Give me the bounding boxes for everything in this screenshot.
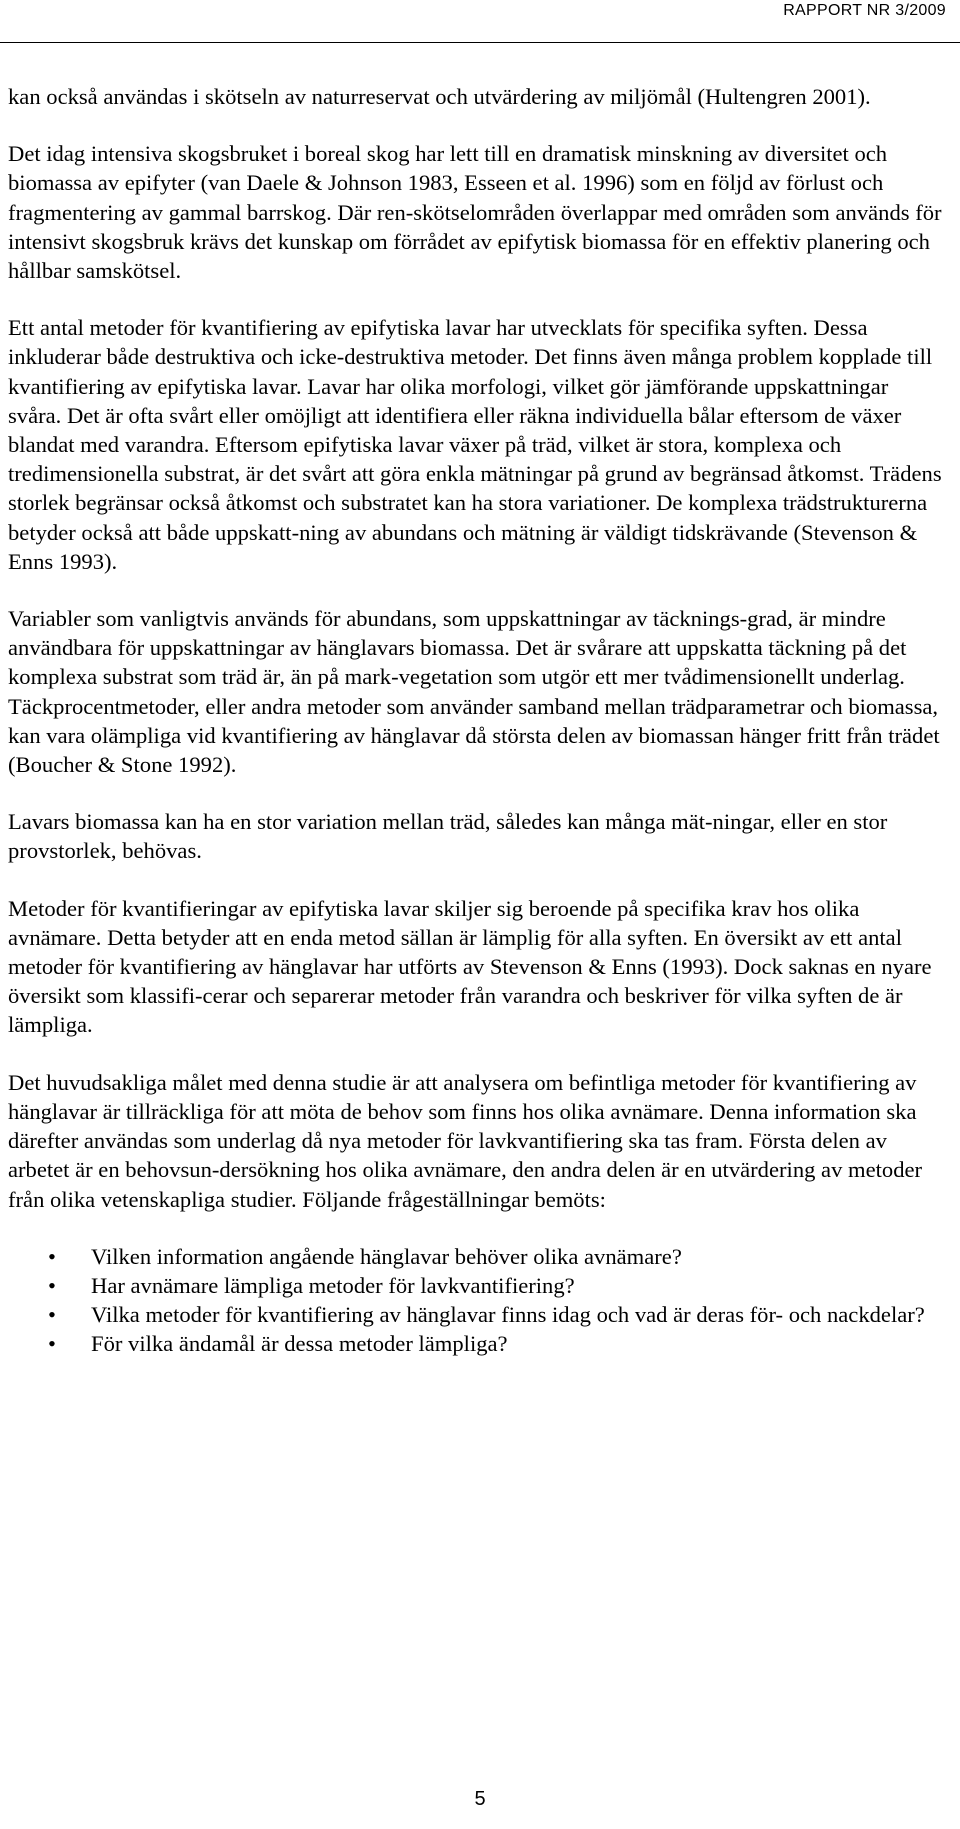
- bullet-icon: •: [48, 1331, 56, 1357]
- paragraph: Ett antal metoder för kvantifiering av epifytiska lavar har utvecklats för specifika syften. Dessa inkluderar både destruktiva och icke-destruktiva metoder. Det finns även många problem kopplade till kvantifiering av epifytiska lavar. Lavar har olika morfologi, vilket gör jämförande uppskattningar svåra. Det är ofta svårt eller omöjligt att identifiera eller räkna individuella bålar eftersom de växer blandat med varandra. Eftersom epifytiska lavar växer på träd, vilket är stora, komplexa och tredimensionella substrat, är det svårt att göra enkla mätningar på grund av begränsad åtkomst. Trädens storlek begränsar också åtkomst och substratet kan ha stora variationer. De komplexa trädstrukturerna betyder också att både uppskatt-ning av abundans och mätning är väldigt tidskrävande (Stevenson & Enns 1993).: [8, 315, 942, 574]
- bullet-icon: •: [48, 1243, 56, 1269]
- list-item: [8, 1329, 943, 1358]
- list-item-text: Vilken information angående hänglavar behöver olika avnämare?: [91, 1243, 682, 1269]
- paragraph: Metoder för kvantifieringar av epifytiska lavar skiljer sig beroende på specifika krav hos olika avnämare. Detta betyder att en enda metod sällan är lämplig för alla syften. En översikt av ett antal metoder för kvantifiering av hänglavar har utförts av Stevenson & Enns (1993). Dock saknas en nyare översikt som klassifi-cerar och separerar metoder från varandra och beskriver för vilka syften de är lämpliga.: [8, 895, 932, 1038]
- bullet-icon: •: [48, 1272, 56, 1298]
- list-item: [8, 1242, 943, 1271]
- paragraph: Lavars biomassa kan ha en stor variation mellan träd, således kan många mät-ningar, eller en stor provstorlek, behövas.: [8, 809, 888, 864]
- header-rule: [0, 42, 960, 43]
- paragraph: Det huvudsakliga målet med denna studie är att analysera om befintliga metoder för kvantifiering av hänglavar är tillräckliga för att möta de behov som finns hos olika avnämare. Denna information ska därefter användas som underlag då nya metoder för lavkvantifiering ska tas fram. Första delen av arbetet är en behovsun-dersökning hos olika avnämare, den andra delen är en utvärdering av metoder från olika vetenskapliga studier. Följande frågeställningar bemöts:: [8, 1069, 923, 1212]
- list-item-text: Vilka metoder för kvantifiering av hänglavar finns idag och vad är deras för- och nackdelar?: [91, 1302, 925, 1328]
- report-title: RAPPORT NR 3/2009: [783, 2, 946, 19]
- question-list: [8, 1242, 943, 1359]
- list-item: [8, 1271, 943, 1300]
- page-header: [0, 0, 960, 45]
- paragraph: kan också användas i skötseln av naturreservat och utvärdering av miljömål (Hultengren 2001).: [8, 84, 871, 109]
- paragraph: Det idag intensiva skogsbruket i boreal skog har lett till en dramatisk minskning av diversitet och biomassa av epifyter (van Daele & Johnson 1983, Esseen et al. 1996) som en följd av förlust och fragmentering av gammal barrskog. Där ren-skötselområden överlappar med områden som används för intensivt skogsbruk krävs det kunskap om förrådet av epifytisk biomassa för en effektiv planering och hållbar samskötsel.: [8, 141, 942, 284]
- page-number: 5: [474, 1788, 486, 1810]
- bullet-icon: •: [48, 1302, 56, 1328]
- list-item: [8, 1300, 943, 1329]
- document-body: [8, 82, 943, 1359]
- paragraph: Variabler som vanligtvis används för abundans, som uppskattningar av täcknings-grad, är mindre användbara för uppskattningar av hänglavars biomassa. Det är svårare att uppskatta täckning på det komplexa substrat som träd är, än på mark-vegetation som utgör ett mer tvådimensionellt underlag. Täckprocentmetoder, eller andra metoder som använder samband mellan trädparametrar och biomassa, kan vara olämpliga vid kvantifiering av hänglavar då största delen av biomassan hänger fritt från trädet (Boucher & Stone 1992).: [8, 606, 940, 778]
- list-item-text: För vilka ändamål är dessa metoder lämpliga?: [91, 1331, 508, 1357]
- list-item-text: Har avnämare lämpliga metoder för lavkvantifiering?: [91, 1272, 575, 1298]
